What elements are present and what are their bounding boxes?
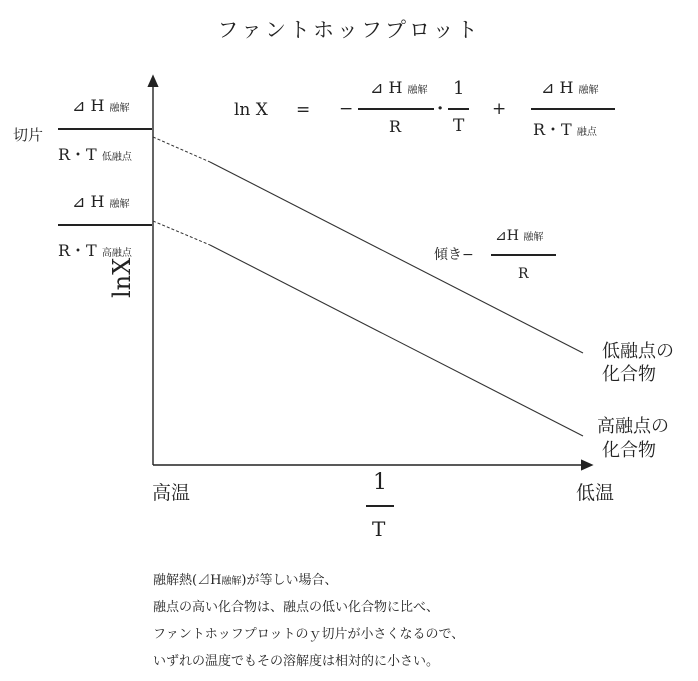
y-axis-label: lnX — [108, 257, 136, 298]
x-axis-frac-den: T — [372, 517, 386, 541]
slope-den: R — [518, 266, 529, 282]
high-mp-line-extrapolated — [153, 221, 210, 245]
eq-frac3-bar — [531, 108, 615, 110]
x-axis-frac-bar — [366, 505, 394, 507]
low-mp-label-2: 化合物 — [602, 364, 656, 385]
eq-frac1-bar — [358, 108, 434, 110]
eq-frac2-num: 1 — [453, 78, 465, 99]
low-mp-label-1: 低融点の — [602, 341, 674, 362]
low-mp-line-extrapolated — [153, 137, 210, 162]
eq-equals: = — [296, 100, 311, 120]
eq-frac1-num: ⊿ H 融解 — [370, 78, 428, 97]
intercept-low-bar — [58, 128, 152, 130]
eq-frac2-den: T — [453, 116, 465, 136]
x-axis-left-label: 高温 — [152, 482, 191, 504]
slope-num: ⊿H 融解 — [495, 228, 544, 244]
x-axis-frac-num: 1 — [373, 470, 387, 495]
high-mp-label-1: 高融点の — [597, 416, 669, 437]
eq-minus: − — [339, 99, 354, 119]
x-axis-right-label: 低温 — [576, 482, 615, 504]
intercept-high-num: ⊿ H 融解 — [72, 192, 130, 211]
note-line-2: 融点の高い化合物は、融点の低い化合物に比べ、 — [153, 600, 440, 615]
eq-frac1-den: R — [389, 117, 402, 136]
high-mp-label-2: 化合物 — [602, 440, 656, 461]
eq-dot: · — [437, 98, 444, 119]
intercept-high-den: R・T 高融点 — [58, 241, 132, 260]
intercept-high-bar — [58, 224, 152, 226]
note-line-3: ファントホッフプロットのｙ切片が小さくなるので、 — [153, 627, 465, 642]
slope-bar — [491, 254, 556, 256]
eq-plus: + — [492, 99, 507, 119]
slope-label: 傾き− — [434, 247, 474, 263]
eq-lhs: ln X — [234, 100, 268, 120]
intercept-low-den: R・T 低融点 — [58, 145, 132, 164]
note-line-4: いずれの温度でもその溶解度は相対的に小さい。 — [153, 654, 440, 669]
eq-frac3-den: R・T 融点 — [533, 120, 597, 139]
intercept-low-num: ⊿ H 融解 — [72, 96, 130, 115]
intercept-label: 切片 — [13, 126, 44, 144]
eq-frac2-bar — [448, 108, 469, 110]
low-mp-line — [210, 162, 583, 353]
eq-frac3-num: ⊿ H 融解 — [541, 78, 599, 97]
note-line-1: 融解熱(⊿H融解)が等しい場合、 — [153, 573, 338, 588]
diagram-title: ファントホッフプロット — [217, 18, 481, 42]
